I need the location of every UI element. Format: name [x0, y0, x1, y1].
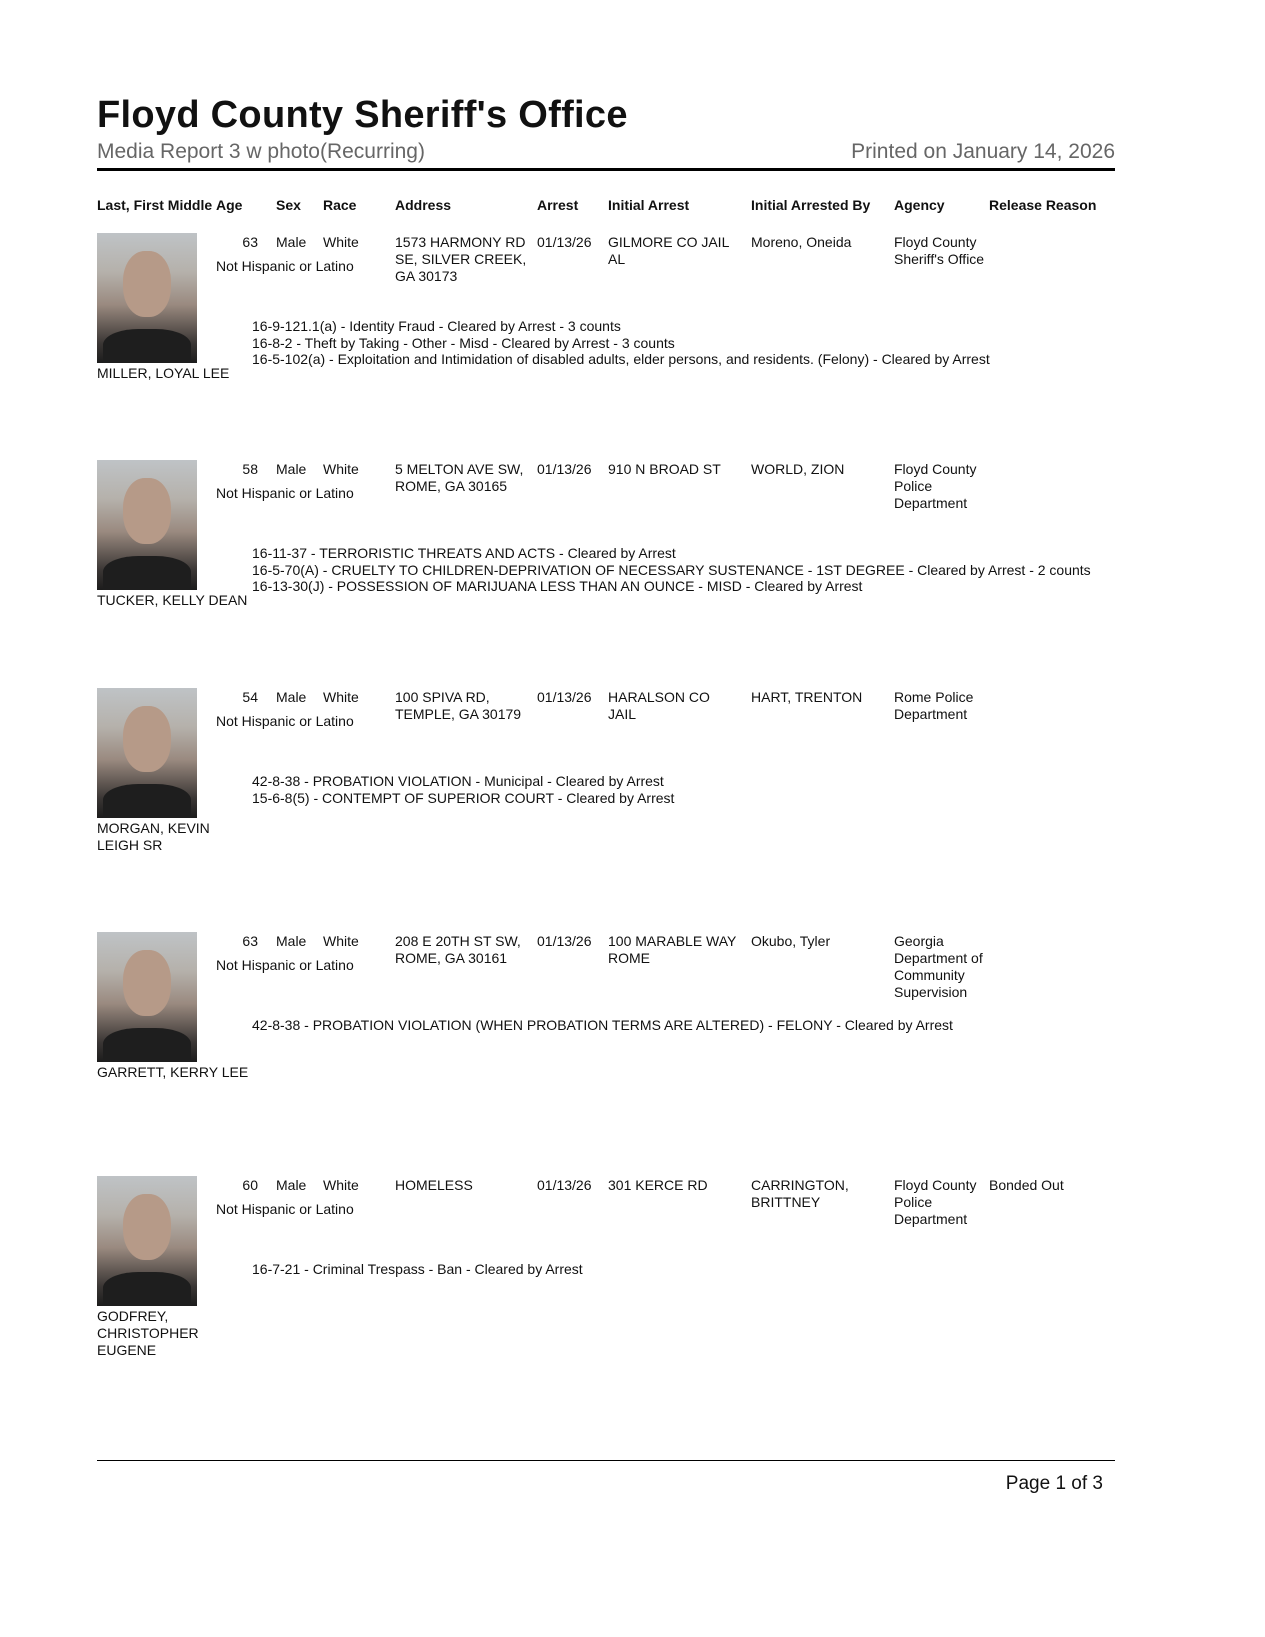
- sex: Male: [276, 689, 307, 705]
- sex: Male: [276, 1177, 307, 1193]
- sex: Male: [276, 234, 307, 250]
- charge: 15-6-8(5) - CONTEMPT OF SUPERIOR COURT - Cleared by Arrest: [252, 789, 675, 806]
- ethnicity: Not Hispanic or Latino: [216, 1201, 354, 1217]
- charge: 16-5-102(a) - Exploitation and Intimidation of disabled adults, elder persons, and residents. (Felony) - Cleared by Arrest: [252, 351, 990, 367]
- photo-face: [123, 478, 171, 544]
- footer-divider: [97, 1460, 1115, 1461]
- mugshot-photo: [97, 460, 197, 590]
- inmate-name: TUCKER, KELLY DEAN: [97, 592, 248, 608]
- charge: 42-8-38 - PROBATION VIOLATION - Municipal - Cleared by Arrest: [252, 773, 664, 789]
- arrested-by: CARRINGTON, BRITTNEY: [751, 1177, 849, 1210]
- record: [0, 932, 1265, 1152]
- col-agency: Agency: [894, 197, 945, 213]
- charge: 16-5-70(A) - CRUELTY TO CHILDREN-DEPRIVATION OF NECESSARY SUSTENANCE - 1ST DEGREE - Cleared by Arrest - 2 counts: [252, 561, 1091, 578]
- release-reason: Bonded Out: [989, 1177, 1064, 1193]
- page-number: Page 1 of 3: [1005, 1473, 1103, 1494]
- age: 63: [242, 234, 258, 250]
- initial-arrest: GILMORE CO JAIL AL: [608, 234, 730, 267]
- arrest-date: 01/13/26: [537, 234, 592, 250]
- col-age: Age: [216, 197, 243, 213]
- age: 60: [242, 1177, 258, 1193]
- photo-face: [123, 251, 171, 317]
- initial-arrest: 910 N BROAD ST: [608, 461, 721, 477]
- race: White: [323, 689, 359, 705]
- col-sex: Sex: [276, 197, 301, 213]
- inmate-name: GODFREY, CHRISTOPHER EUGENE: [97, 1308, 199, 1358]
- record: [0, 460, 1265, 680]
- arrest-date: 01/13/26: [537, 461, 592, 477]
- ethnicity: Not Hispanic or Latino: [216, 258, 354, 274]
- record: [0, 233, 1265, 453]
- photo-shoulders: [103, 784, 191, 818]
- arrested-by: HART, TRENTON: [751, 689, 863, 705]
- charge: 16-11-37 - TERRORISTIC THREATS AND ACTS - Cleared by Arrest: [252, 545, 676, 561]
- agency: Floyd County Sheriff's Office: [894, 234, 985, 267]
- col-arrested-by: Initial Arrested By: [751, 197, 871, 213]
- ethnicity: Not Hispanic or Latino: [216, 957, 354, 973]
- col-initial-arrest: Initial Arrest: [608, 197, 690, 213]
- header-divider: [97, 168, 1115, 171]
- inmate-name: MORGAN, KEVIN LEIGH SR: [97, 820, 210, 853]
- inmate-name: MILLER, LOYAL LEE: [97, 365, 230, 381]
- mugshot-photo: [97, 932, 197, 1062]
- ethnicity: Not Hispanic or Latino: [216, 485, 354, 501]
- inmate-name: GARRETT, KERRY LEE: [97, 1064, 249, 1080]
- ethnicity: Not Hispanic or Latino: [216, 713, 354, 729]
- mugshot-photo: [97, 233, 197, 363]
- agency: Georgia Department of Community Supervision: [894, 933, 983, 1000]
- initial-arrest: 100 MARABLE WAY ROME: [608, 933, 737, 966]
- printed-date: Printed on January 14, 2026: [851, 140, 1115, 163]
- agency: Floyd County Police Department: [894, 461, 977, 511]
- charge: 16-13-30(J) - POSSESSION OF MARIJUANA LESS THAN AN OUNCE - MISD - Cleared by Arrest: [252, 578, 863, 594]
- agency: Rome Police Department: [894, 689, 974, 722]
- col-release: Release Reason: [989, 197, 1097, 213]
- photo-face: [123, 950, 171, 1016]
- address: 1573 HARMONY RD SE, SILVER CREEK, GA 30173: [395, 234, 527, 284]
- address: 100 SPIVA RD, TEMPLE, GA 30179: [395, 689, 522, 722]
- photo-shoulders: [103, 1272, 191, 1306]
- sex: Male: [276, 461, 307, 477]
- col-race: Race: [323, 197, 357, 213]
- race: White: [323, 1177, 359, 1193]
- charge: 42-8-38 - PROBATION VIOLATION (WHEN PROBATION TERMS ARE ALTERED) - FELONY - Cleared by Arrest: [252, 1017, 953, 1033]
- mugshot-photo: [97, 1176, 197, 1306]
- address: 208 E 20TH ST SW, ROME, GA 30161: [395, 933, 521, 966]
- record: [0, 1176, 1265, 1396]
- photo-face: [123, 1194, 171, 1260]
- address: 5 MELTON AVE SW, ROME, GA 30165: [395, 461, 524, 494]
- initial-arrest: HARALSON CO JAIL: [608, 689, 710, 722]
- report-title: Floyd County Sheriff's Office: [97, 94, 628, 136]
- photo-shoulders: [103, 1028, 191, 1062]
- race: White: [323, 461, 359, 477]
- race: White: [323, 234, 359, 250]
- arrest-date: 01/13/26: [537, 1177, 592, 1193]
- photo-shoulders: [103, 329, 191, 363]
- age: 58: [242, 461, 258, 477]
- initial-arrest: 301 KERCE RD: [608, 1177, 708, 1193]
- age: 54: [242, 689, 258, 705]
- arrested-by: Okubo, Tyler: [751, 933, 831, 949]
- arrested-by: Moreno, Oneida: [751, 234, 852, 250]
- report-subtitle: Media Report 3 w photo(Recurring): [97, 140, 425, 163]
- agency: Floyd County Police Department: [894, 1177, 977, 1227]
- address: HOMELESS: [395, 1177, 473, 1193]
- arrested-by: WORLD, ZION: [751, 461, 845, 477]
- age: 63: [242, 933, 258, 949]
- charge: 16-7-21 - Criminal Trespass - Ban - Cleared by Arrest: [252, 1261, 583, 1277]
- record: [0, 688, 1265, 908]
- col-arrest: Arrest: [537, 197, 579, 213]
- col-name: Last, First Middle: [97, 197, 213, 213]
- charge: 16-8-2 - Theft by Taking - Other - Misd - Cleared by Arrest - 3 counts: [252, 334, 675, 351]
- charge: 16-9-121.1(a) - Identity Fraud - Cleared by Arrest - 3 counts: [252, 318, 621, 334]
- photo-shoulders: [103, 556, 191, 590]
- sex: Male: [276, 933, 307, 949]
- photo-face: [123, 706, 171, 772]
- mugshot-photo: [97, 688, 197, 818]
- race: White: [323, 933, 359, 949]
- arrest-date: 01/13/26: [537, 933, 592, 949]
- col-address: Address: [395, 197, 452, 213]
- arrest-date: 01/13/26: [537, 689, 592, 705]
